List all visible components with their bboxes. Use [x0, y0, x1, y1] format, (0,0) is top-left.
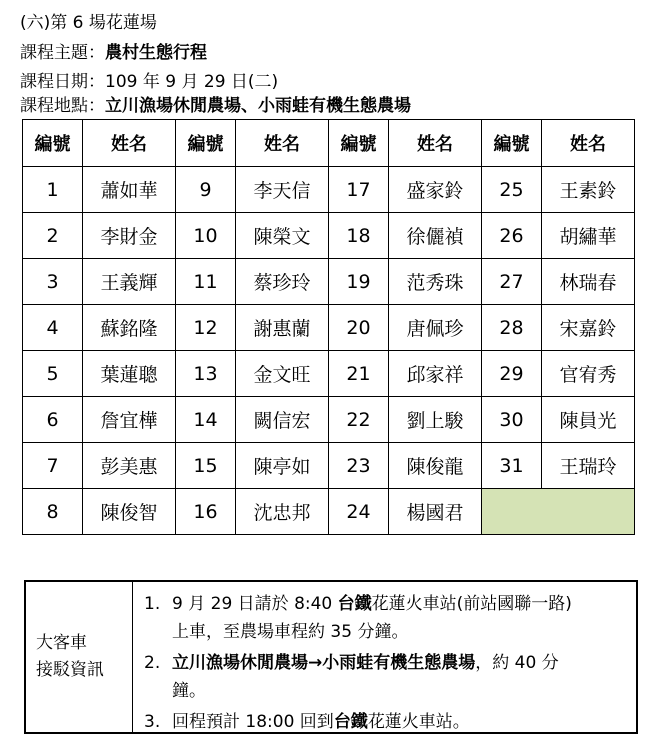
table-row	[23, 489, 635, 535]
course-location-value: 立川漁場休閒農場、小雨蛙有機生態農場	[105, 96, 411, 116]
participant-name: 李財金	[83, 213, 176, 259]
participant-number: 11	[176, 259, 236, 305]
bus-info-item-2	[144, 649, 630, 705]
bus-info-box	[24, 580, 638, 734]
participant-number: 6	[23, 397, 83, 443]
participant-name: 蘇銘隆	[83, 305, 176, 351]
table-body	[23, 167, 635, 535]
participant-number: 16	[176, 489, 236, 535]
participant-name: 蔡珍玲	[236, 259, 329, 305]
bus-info-item-3	[144, 708, 630, 736]
course-date	[20, 71, 278, 93]
participant-number: 21	[329, 351, 389, 397]
participant-name: 陳亭如	[236, 443, 329, 489]
participant-name: 邱家祥	[389, 351, 482, 397]
participant-name: 金文旺	[236, 351, 329, 397]
table-row	[23, 213, 635, 259]
item-text: 花蓮火車站(前站國聯一路)	[371, 594, 572, 614]
participant-name: 王義輝	[83, 259, 176, 305]
participant-number: 17	[329, 167, 389, 213]
participant-number: 31	[482, 443, 542, 489]
participant-name: 沈忠邦	[236, 489, 329, 535]
participant-name: 王素鈴	[542, 167, 635, 213]
participant-number: 26	[482, 213, 542, 259]
participant-number: 23	[329, 443, 389, 489]
participant-number: 7	[23, 443, 83, 489]
item-bold-text: 台鐵	[337, 594, 372, 614]
bus-info-item-1	[144, 590, 630, 646]
participant-name: 陳俊智	[83, 489, 176, 535]
column-header-name: 姓名	[389, 120, 482, 167]
participant-name: 李天信	[236, 167, 329, 213]
item-bold-text: 立川漁場休閒農場→小雨蛙有機生態農場	[172, 653, 476, 673]
item-text: 回程預計 18:00 回到	[172, 712, 334, 732]
participant-name: 胡繡華	[542, 213, 635, 259]
participant-name: 謝惠蘭	[236, 305, 329, 351]
section-title: (六)第 6 場花蓮場	[20, 13, 157, 33]
participant-number: 2	[23, 213, 83, 259]
column-header-name: 姓名	[83, 120, 176, 167]
participant-name: 范秀珠	[389, 259, 482, 305]
participant-number: 28	[482, 305, 542, 351]
participant-number: 4	[23, 305, 83, 351]
participant-number: 25	[482, 167, 542, 213]
course-location-label: 課程地點：	[20, 96, 105, 116]
item-text: 鐘。	[172, 681, 206, 701]
participant-number: 5	[23, 351, 83, 397]
participant-name: 王瑞玲	[542, 443, 635, 489]
participant-name: 蕭如華	[83, 167, 176, 213]
participant-name: 官宥秀	[542, 351, 635, 397]
item-text: ，約 40 分	[475, 653, 559, 673]
participant-name: 闕信宏	[236, 397, 329, 443]
item-text: 上車，至農場車程約 35 分鐘。	[172, 622, 409, 642]
participant-name: 楊國君	[389, 489, 482, 535]
table-header-row	[23, 120, 635, 167]
bus-info-list	[144, 590, 630, 739]
participant-number: 30	[482, 397, 542, 443]
participant-number: 20	[329, 305, 389, 351]
column-header-number: 編號	[329, 120, 389, 167]
course-theme-label: 課程主題：	[20, 43, 105, 63]
course-theme-value: 農村生態行程	[105, 43, 207, 63]
participant-number: 12	[176, 305, 236, 351]
participant-name: 陳榮文	[236, 213, 329, 259]
column-header-name: 姓名	[542, 120, 635, 167]
bus-info-label-line1: 大客車	[36, 633, 87, 653]
course-date-value: 109 年 9 月 29 日(二)	[105, 72, 279, 92]
participant-name: 劉上駿	[389, 397, 482, 443]
column-header-number: 編號	[176, 120, 236, 167]
column-header-number: 編號	[23, 120, 83, 167]
table-row	[23, 443, 635, 489]
participant-name: 林瑞春	[542, 259, 635, 305]
table-row	[23, 259, 635, 305]
participant-number: 9	[176, 167, 236, 213]
participant-name: 陳員光	[542, 397, 635, 443]
column-header-number: 編號	[482, 120, 542, 167]
bus-info-label	[26, 582, 133, 732]
participant-number: 15	[176, 443, 236, 489]
participant-name: 盛家鈴	[389, 167, 482, 213]
item-number: 2.	[144, 653, 161, 673]
participant-number: 18	[329, 213, 389, 259]
course-date-label: 課程日期：	[20, 72, 105, 92]
participant-number: 27	[482, 259, 542, 305]
item-number: 3.	[144, 712, 161, 732]
participant-number: 3	[23, 259, 83, 305]
table-row	[23, 351, 635, 397]
participant-number: 29	[482, 351, 542, 397]
participant-number: 1	[23, 167, 83, 213]
participant-number: 8	[23, 489, 83, 535]
course-location	[20, 95, 411, 117]
participant-name: 宋嘉鈴	[542, 305, 635, 351]
item-text: 花蓮火車站。	[367, 712, 470, 732]
participant-name: 徐儷禎	[389, 213, 482, 259]
participant-name: 彭美惠	[83, 443, 176, 489]
bus-info-label-line2: 接駁資訊	[36, 660, 104, 680]
participant-name: 葉蓮聰	[83, 351, 176, 397]
participant-number: 24	[329, 489, 389, 535]
table-row	[23, 397, 635, 443]
course-theme	[20, 42, 207, 64]
table-row	[23, 167, 635, 213]
table-row	[23, 305, 635, 351]
participant-number: 10	[176, 213, 236, 259]
participant-number: 22	[329, 397, 389, 443]
participant-name: 唐佩珍	[389, 305, 482, 351]
item-bold-text: 台鐵	[333, 712, 368, 732]
participant-name: 陳俊龍	[389, 443, 482, 489]
participant-number: 13	[176, 351, 236, 397]
empty-cell	[482, 489, 635, 535]
participant-number: 19	[329, 259, 389, 305]
participant-number: 14	[176, 397, 236, 443]
participant-table	[22, 119, 635, 535]
participant-name: 詹宜樺	[83, 397, 176, 443]
item-text: 9 月 29 日請於 8:40	[172, 594, 338, 614]
column-header-name: 姓名	[236, 120, 329, 167]
item-number: 1.	[144, 594, 161, 614]
